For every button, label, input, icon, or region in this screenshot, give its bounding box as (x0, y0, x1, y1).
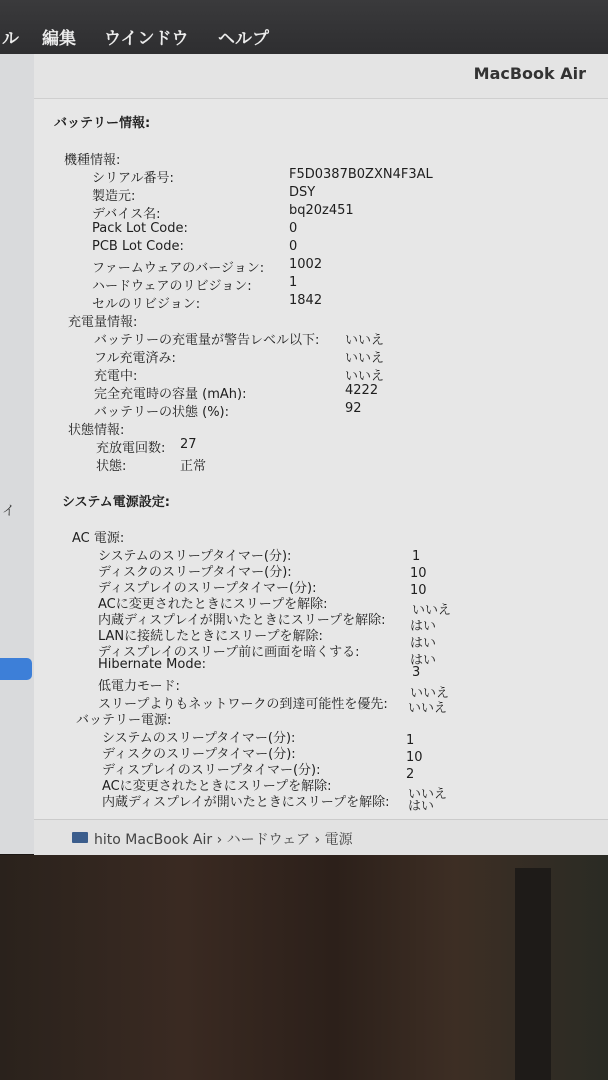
battery-section-title: バッテリー情報: (54, 116, 151, 131)
ac-network-priority-label: スリープよりもネットワークの到達可能性を優先: (98, 697, 388, 712)
manufacturer-value: DSY (289, 185, 316, 200)
health-info-title: 状態情報: (68, 423, 125, 438)
firmware-value: 1002 (289, 257, 323, 272)
ac-wake-on-lan-value: はい (410, 636, 437, 651)
menu-item-partial[interactable]: ル (2, 29, 19, 49)
window-titlebar (34, 54, 608, 99)
ac-power-title: AC 電源: (72, 531, 125, 546)
menu-item-help[interactable]: ヘルプ (218, 29, 269, 49)
ac-network-priority-value: いいえ (408, 701, 448, 716)
window-title: MacBook Air (473, 64, 586, 83)
charging-value: いいえ (345, 369, 385, 384)
bat-disk-sleep-label: ディスクのスリープタイマー(分): (102, 747, 296, 762)
path-breadcrumb[interactable]: hito MacBook Air › ハードウェア › 電源 (94, 832, 353, 848)
ac-low-power-label: 低電力モード: (98, 679, 180, 694)
cell-rev-value: 1842 (289, 293, 323, 308)
pcb-lot-label: PCB Lot Code: (92, 239, 184, 254)
model-info-title: 機種情報: (64, 153, 121, 168)
pack-lot-value: 0 (289, 221, 298, 236)
sidebar-selected-item[interactable] (0, 658, 32, 680)
bat-wake-on-ac-value: いいえ (408, 787, 448, 802)
full-capacity-value: 4222 (345, 383, 379, 398)
device-name-value: bq20z451 (289, 203, 354, 218)
bat-display-sleep-value: 2 (406, 767, 415, 782)
battery-health-label: バッテリーの状態 (%): (94, 405, 230, 420)
serial-label: シリアル番号: (92, 171, 174, 186)
sidebar-partial-label[interactable]: イ (2, 504, 16, 519)
ac-wake-on-ac-label: ACに変更されたときにスリープを解除: (98, 597, 328, 612)
cell-rev-label: セルのリビジョン: (92, 297, 201, 312)
hardware-rev-label: ハードウェアのリビジョン: (92, 279, 252, 294)
system-information-window (34, 54, 608, 854)
cycle-count-value: 27 (180, 437, 197, 452)
low-charge-value: いいえ (345, 333, 385, 348)
battery-power-title: バッテリー電源: (76, 713, 172, 728)
condition-value: 正常 (180, 459, 207, 474)
pcb-lot-value: 0 (289, 239, 298, 254)
menu-item-window[interactable]: ウインドウ (104, 29, 189, 49)
ac-dim-display-label: ディスプレイのスリープ前に画面を暗くする: (98, 645, 360, 660)
ac-display-sleep-label: ディスプレイのスリープタイマー(分): (98, 581, 317, 596)
ac-wake-on-lan-label: LANに接続したときにスリープを解除: (98, 629, 323, 644)
ac-system-sleep-label: システムのスリープタイマー(分): (98, 549, 292, 564)
ac-display-sleep-value: 10 (410, 583, 427, 598)
bat-wake-on-lid-label: 内蔵ディスプレイが開いたときにスリープを解除: (102, 795, 390, 810)
ac-hibernate-value: 3 (412, 665, 421, 680)
ac-disk-sleep-value: 10 (410, 566, 427, 581)
path-bar (34, 819, 608, 855)
photo-background-object (515, 868, 551, 1080)
serial-value: F5D0387B0ZXN4F3AL (289, 167, 433, 182)
bat-system-sleep-label: システムのスリープタイマー(分): (102, 731, 296, 746)
pack-lot-label: Pack Lot Code: (92, 221, 188, 236)
menubar (0, 0, 608, 54)
full-capacity-label: 完全充電時の容量 (mAh): (94, 387, 247, 402)
hardware-rev-value: 1 (289, 275, 298, 290)
firmware-label: ファームウェアのバージョン: (92, 261, 265, 276)
charge-info-title: 充電量情報: (68, 315, 138, 330)
menu-item-edit[interactable]: 編集 (42, 29, 76, 49)
fully-charged-label: フル充電済み: (94, 351, 176, 366)
low-charge-label: バッテリーの充電量が警告レベル以下: (94, 333, 320, 348)
detail-pane (34, 99, 608, 814)
bat-wake-on-lid-value: はい (408, 799, 435, 814)
device-name-label: デバイス名: (92, 207, 161, 222)
ac-hibernate-label: Hibernate Mode: (98, 657, 206, 672)
charging-label: 充電中: (94, 369, 138, 384)
fully-charged-value: いいえ (345, 351, 385, 366)
bat-system-sleep-value: 1 (406, 733, 415, 748)
bat-display-sleep-label: ディスプレイのスリープタイマー(分): (102, 763, 321, 778)
ac-disk-sleep-label: ディスクのスリープタイマー(分): (98, 565, 292, 580)
ac-wake-on-ac-value: いいえ (412, 603, 452, 618)
condition-label: 状態: (96, 459, 127, 474)
bat-disk-sleep-value: 10 (406, 750, 423, 765)
ac-wake-on-lid-value: はい (410, 619, 437, 634)
sidebar (0, 54, 35, 854)
ac-system-sleep-value: 1 (412, 549, 421, 564)
ac-wake-on-lid-label: 内蔵ディスプレイが開いたときにスリープを解除: (98, 613, 386, 628)
battery-health-value: 92 (345, 401, 362, 416)
power-settings-title: システム電源設定: (62, 495, 170, 510)
ac-low-power-value: いいえ (410, 686, 450, 701)
cycle-count-label: 充放電回数: (96, 441, 166, 456)
computer-icon (72, 832, 88, 843)
ac-dim-display-value: はい (410, 653, 437, 668)
bat-wake-on-ac-label: ACに変更されたときにスリープを解除: (102, 779, 332, 794)
manufacturer-label: 製造元: (92, 189, 136, 204)
